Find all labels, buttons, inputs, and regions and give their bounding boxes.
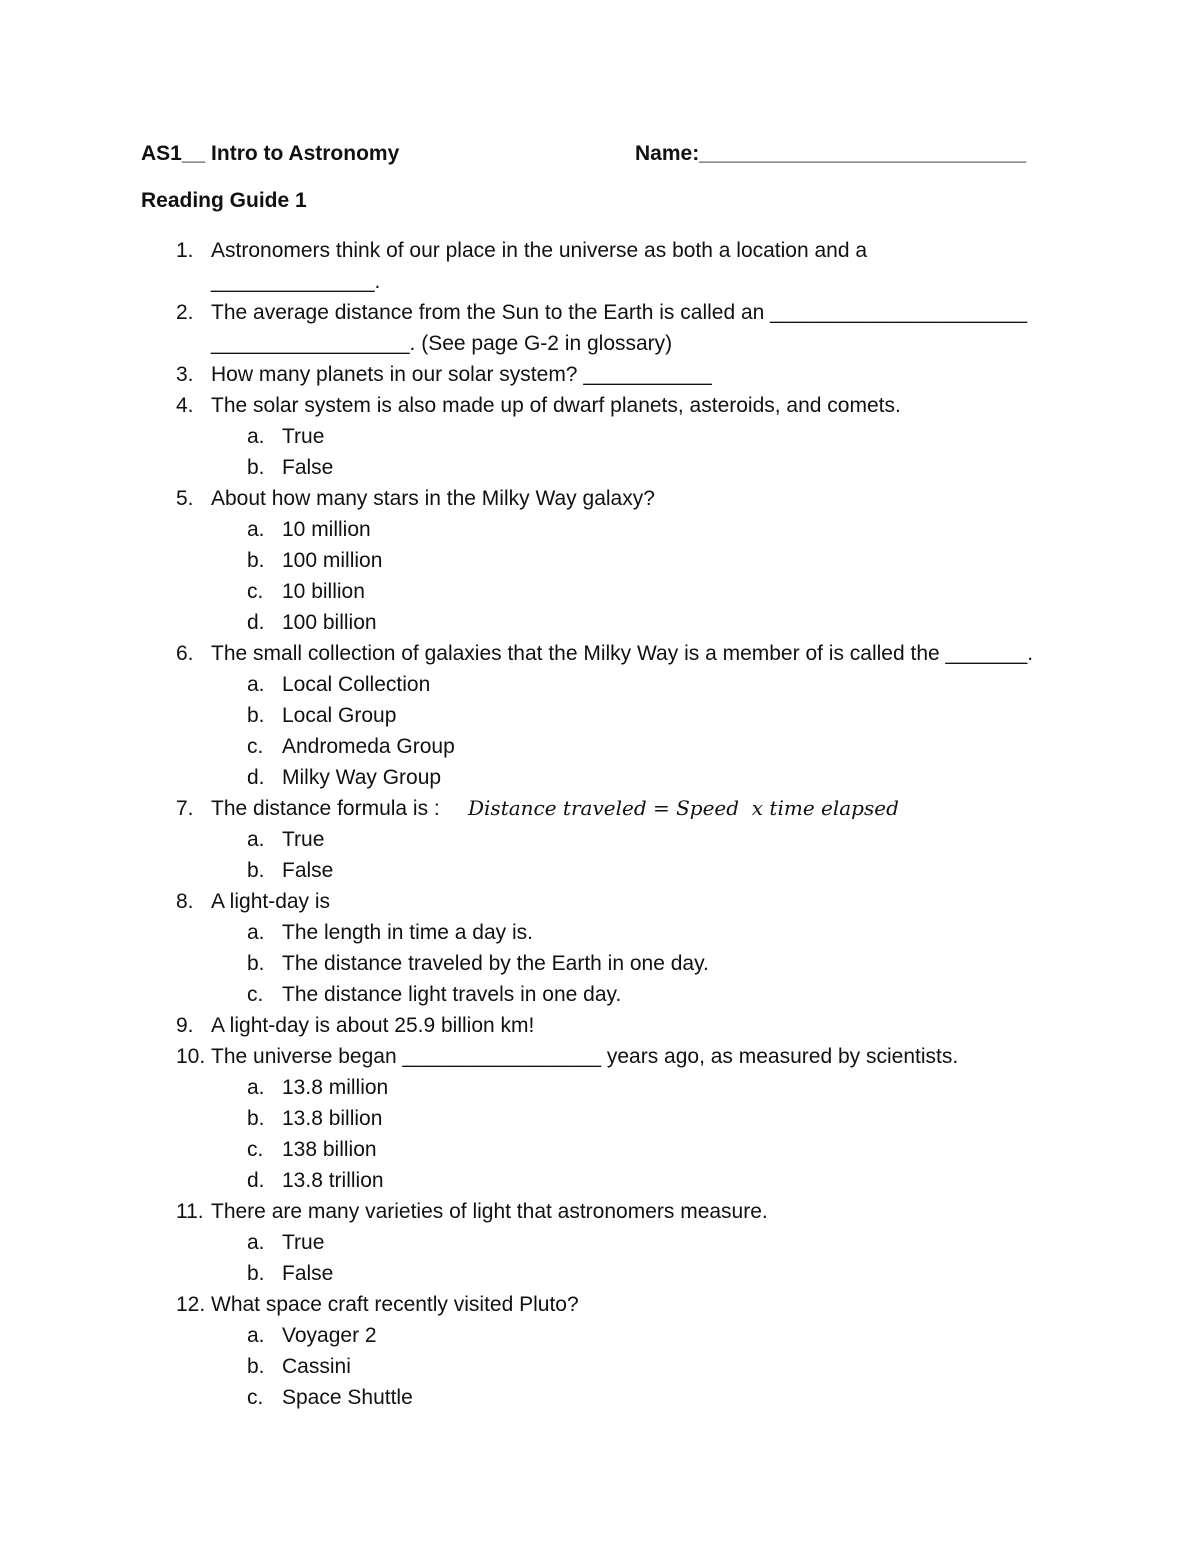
option-letter: b. (247, 1107, 265, 1130)
option-text: True (282, 1231, 325, 1254)
question-6 (0, 638, 1200, 669)
question-number: 3. (176, 363, 194, 386)
option-text: 100 billion (282, 611, 377, 634)
option-text: The length in time a day is. (282, 921, 533, 944)
option-text: False (282, 456, 334, 479)
option-letter: a. (247, 921, 265, 944)
option-11a (0, 1227, 1200, 1258)
option-8a (0, 917, 1200, 948)
question-list (0, 235, 1200, 1413)
option-text: 13.8 million (282, 1076, 389, 1099)
question-9 (0, 1010, 1200, 1041)
option-letter: a. (247, 673, 265, 696)
option-5b (0, 545, 1200, 576)
option-5a (0, 514, 1200, 545)
question-1-continued (0, 266, 1200, 297)
option-text: 10 billion (282, 580, 365, 603)
option-6c (0, 731, 1200, 762)
question-number: 12. (176, 1293, 206, 1316)
question-10 (0, 1041, 1200, 1072)
option-text: 10 million (282, 518, 371, 541)
option-letter: b. (247, 859, 265, 882)
option-letter: c. (247, 1386, 264, 1409)
option-letter: a. (247, 1076, 265, 1099)
option-letter: b. (247, 704, 265, 727)
option-text: 13.8 billion (282, 1107, 383, 1130)
question-text: The universe began _________________ years ago, as measured by scientists. (211, 1045, 959, 1068)
option-letter: c. (247, 735, 264, 758)
option-4a (0, 421, 1200, 452)
option-10b (0, 1103, 1200, 1134)
question-text: The solar system is also made up of dwarf planets, asteroids, and comets. (211, 394, 901, 417)
option-text: 138 billion (282, 1138, 377, 1161)
question-12 (0, 1289, 1200, 1320)
question-text: The average distance from the Sun to the Earth is called an ______________________ (211, 301, 1028, 324)
question-7 (0, 793, 1200, 824)
question-text: How many planets in our solar system? ___________ (211, 363, 712, 386)
option-6a (0, 669, 1200, 700)
option-5d (0, 607, 1200, 638)
option-8b (0, 948, 1200, 979)
option-letter: c. (247, 580, 264, 603)
option-letter: b. (247, 952, 265, 975)
option-text: Space Shuttle (282, 1386, 413, 1409)
option-7a (0, 824, 1200, 855)
option-text: Andromeda Group (282, 735, 455, 758)
option-text: 100 million (282, 549, 383, 572)
question-2-continued (0, 328, 1200, 359)
question-text: What space craft recently visited Pluto? (211, 1293, 579, 1316)
option-letter: d. (247, 766, 265, 789)
option-letter: b. (247, 549, 265, 572)
option-letter: c. (247, 983, 264, 1006)
option-12c (0, 1382, 1200, 1413)
option-letter: a. (247, 1324, 265, 1347)
question-number: 10. (176, 1045, 206, 1068)
option-letter: d. (247, 1169, 265, 1192)
option-text: Cassini (282, 1355, 351, 1378)
option-text: False (282, 1262, 334, 1285)
option-letter: a. (247, 425, 265, 448)
question-text: A light-day is (211, 890, 331, 913)
course-title: AS1__ Intro to Astronomy (141, 142, 400, 165)
question-number: 6. (176, 642, 194, 665)
question-number: 5. (176, 487, 194, 510)
option-text: Milky Way Group (282, 766, 442, 789)
option-6b (0, 700, 1200, 731)
question-1 (0, 235, 1200, 266)
question-text: There are many varieties of light that astronomers measure. (211, 1200, 768, 1223)
question-number: 1. (176, 239, 194, 262)
question-text: The small collection of galaxies that the Milky Way is a member of is called the _______. (211, 642, 1034, 665)
option-text: Voyager 2 (282, 1324, 377, 1347)
option-text: The distance light travels in one day. (282, 983, 622, 1006)
option-4b (0, 452, 1200, 483)
option-7b (0, 855, 1200, 886)
worksheet-title: Reading Guide 1 (141, 189, 307, 212)
question-4 (0, 390, 1200, 421)
question-5 (0, 483, 1200, 514)
question-number: 11. (176, 1200, 204, 1223)
header-row (141, 142, 1041, 172)
question-text-continued: _________________. (See page G-2 in glossary) (211, 332, 673, 355)
option-10c (0, 1134, 1200, 1165)
question-2 (0, 297, 1200, 328)
question-11 (0, 1196, 1200, 1227)
option-text: Local Collection (282, 673, 431, 696)
question-number: 8. (176, 890, 194, 913)
option-8c (0, 979, 1200, 1010)
question-number: 9. (176, 1014, 194, 1037)
option-letter: b. (247, 1262, 265, 1285)
option-letter: a. (247, 828, 265, 851)
question-text: Astronomers think of our place in the universe as both a location and a (211, 239, 868, 262)
option-letter: b. (247, 456, 265, 479)
option-11b (0, 1258, 1200, 1289)
question-8 (0, 886, 1200, 917)
option-letter: a. (247, 1231, 265, 1254)
question-number: 4. (176, 394, 194, 417)
option-10d (0, 1165, 1200, 1196)
name-field: Name:____________________________ (635, 142, 1027, 165)
option-10a (0, 1072, 1200, 1103)
question-text: A light-day is about 25.9 billion km! (211, 1014, 535, 1037)
option-12a (0, 1320, 1200, 1351)
question-number: 7. (176, 797, 194, 820)
question-text: About how many stars in the Milky Way galaxy? (211, 487, 655, 510)
question-number: 2. (176, 301, 194, 324)
option-text: The distance traveled by the Earth in one day. (282, 952, 709, 975)
option-letter: b. (247, 1355, 265, 1378)
option-text: 13.8 trillion (282, 1169, 384, 1192)
option-text: False (282, 859, 334, 882)
distance-formula: Distance traveled = Speed x time elapsed (468, 796, 899, 820)
option-letter: c. (247, 1138, 264, 1161)
option-5c (0, 576, 1200, 607)
question-3 (0, 359, 1200, 390)
question-text-continued: ______________. (211, 270, 381, 293)
option-text: True (282, 425, 325, 448)
option-letter: d. (247, 611, 265, 634)
option-6d (0, 762, 1200, 793)
question-text: The distance formula is : (211, 797, 440, 820)
option-text: Local Group (282, 704, 397, 727)
option-text: True (282, 828, 325, 851)
option-letter: a. (247, 518, 265, 541)
option-12b (0, 1351, 1200, 1382)
